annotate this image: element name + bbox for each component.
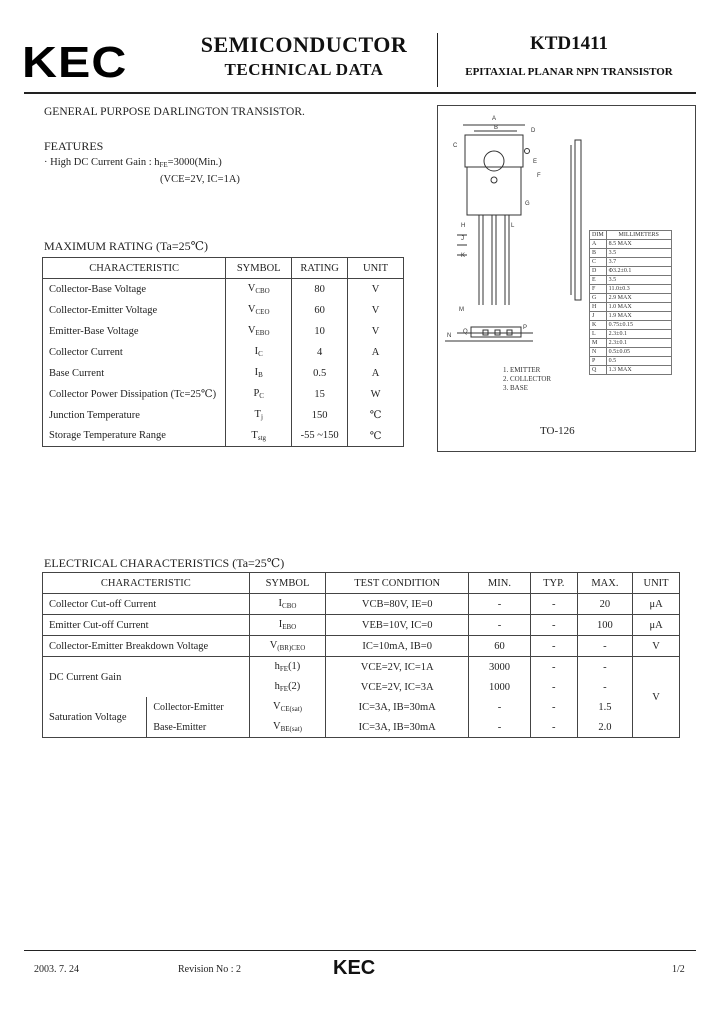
mr-char: Collector Power Dissipation (Tc=25℃) <box>43 384 226 405</box>
ec-typ: - <box>530 594 577 615</box>
header-divider <box>437 33 438 87</box>
part-description: EPITAXIAL PLANAR NPN TRANSISTOR <box>465 66 673 78</box>
ec-char: Collector-Emitter Breakdown Voltage <box>43 636 250 657</box>
footer-rule <box>24 950 696 951</box>
dimension-row <box>590 339 672 348</box>
table-row <box>43 697 680 717</box>
dimension-row <box>590 303 672 312</box>
ec-col-unit: UNIT <box>633 573 680 594</box>
sat-be-max: 2.0 <box>577 717 632 738</box>
dimension-row <box>590 258 672 267</box>
mr-symbol: $T_{stg}$ <box>226 426 292 447</box>
ec-col-max: MAX. <box>577 573 632 594</box>
ec-typ: - <box>530 636 577 657</box>
ec-char: Emitter Cut-off Current <box>43 615 250 636</box>
ec-min: 60 <box>469 636 531 657</box>
pin-3-label: 3. BASE <box>503 384 528 392</box>
dimension-row <box>590 276 672 285</box>
mr-symbol: $I_C$ <box>226 342 292 363</box>
mr-unit: ℃ <box>348 405 404 426</box>
dc-gain-1-typ: - <box>530 657 577 678</box>
mr-unit: A <box>348 363 404 384</box>
document-title: GENERAL PURPOSE DARLINGTON TRANSISTOR. <box>44 106 305 118</box>
mr-char: Collector-Emitter Voltage <box>43 300 226 321</box>
col-unit: UNIT <box>348 258 404 279</box>
dim-letter: K <box>590 321 607 330</box>
dim-value: 11.0±0.3 <box>606 285 671 294</box>
ec-symbol: $I_{EBO}$ <box>249 615 326 636</box>
dim-value: 1.9 MAX <box>606 312 671 321</box>
dc-gain-1-min: 3000 <box>469 657 531 678</box>
saturation-label: Saturation Voltage <box>43 697 147 738</box>
dim-value: 1.3 MAX <box>606 366 671 375</box>
dim-value: 2.3±0.1 <box>606 330 671 339</box>
svg-text:F: F <box>537 173 541 179</box>
dim-value: 1.0 MAX <box>606 303 671 312</box>
dc-gain-1-symbol: $h_{FE}(1)$ <box>249 657 326 678</box>
mr-rating: 4 <box>292 342 348 363</box>
feature-line-1: · High DC Current Gain : $h_{FE}=3000(Min.)$ <box>44 157 222 169</box>
ec-col-typ: TYP. <box>530 573 577 594</box>
svg-text:E: E <box>533 159 538 165</box>
mr-char: Emitter-Base Voltage <box>43 321 226 342</box>
header-rule <box>24 92 696 94</box>
col-characteristic: CHARACTERISTIC <box>43 258 226 279</box>
table-row <box>43 594 680 615</box>
dim-value: 8.5 MAX <box>606 240 671 249</box>
dimension-row <box>590 285 672 294</box>
table-row <box>43 384 404 405</box>
ec-col-min: MIN. <box>469 573 531 594</box>
ec-unit: V <box>633 636 680 657</box>
ec-condition: VEB=10V, IC=0 <box>326 615 469 636</box>
dimension-row <box>590 240 672 249</box>
table-row <box>43 279 404 300</box>
sat-be-min: - <box>469 717 531 738</box>
dim-value: Φ3.2±0.1 <box>606 267 671 276</box>
dc-gain-2-condition: VCE=2V, IC=3A <box>326 677 469 697</box>
pin-1-label: 1. EMITTER <box>503 366 541 374</box>
mr-symbol: $I_B$ <box>226 363 292 384</box>
dimension-row <box>590 321 672 330</box>
dimension-row <box>590 330 672 339</box>
sat-ce-min: - <box>469 697 531 717</box>
mr-symbol: $P_C$ <box>226 384 292 405</box>
dim-col-mm: MILLIMETERS <box>606 231 671 240</box>
dim-value: 3.7 <box>606 258 671 267</box>
ec-max: 20 <box>577 594 632 615</box>
pin-2-label: 2. COLLECTOR <box>503 375 552 383</box>
dim-letter: N <box>590 348 607 357</box>
dim-col-dim: DIM <box>590 231 607 240</box>
dim-letter: L <box>590 330 607 339</box>
dim-letter: B <box>590 249 607 258</box>
footer-logo: KEC <box>333 957 376 979</box>
ec-max: - <box>577 636 632 657</box>
max-rating-heading: MAXIMUM RATING (Ta=25℃) <box>44 239 209 253</box>
mr-char: Storage Temperature Range <box>43 426 226 447</box>
mr-rating: 60 <box>292 300 348 321</box>
sat-ce-condition: IC=3A, IB=30mA <box>326 697 469 717</box>
footer-page: 1/2 <box>672 964 685 975</box>
dim-letter: J <box>590 312 607 321</box>
ec-condition: VCB=80V, IE=0 <box>326 594 469 615</box>
kec-logo: KEC <box>22 38 128 87</box>
dimension-header-row <box>590 231 672 240</box>
mr-rating: 150 <box>292 405 348 426</box>
svg-text:P: P <box>523 325 528 331</box>
sat-be-typ: - <box>530 717 577 738</box>
ec-char: Collector Cut-off Current <box>43 594 250 615</box>
dim-value: 0.5 <box>606 357 671 366</box>
dc-gain-2-min: 1000 <box>469 677 531 697</box>
table-row <box>43 321 404 342</box>
dim-letter: M <box>590 339 607 348</box>
mr-char: Base Current <box>43 363 226 384</box>
ec-unit: μA <box>633 594 680 615</box>
dim-letter: G <box>590 294 607 303</box>
table-row <box>43 636 680 657</box>
dimension-row <box>590 312 672 321</box>
dim-value: 2.9 MAX <box>606 294 671 303</box>
pin-legend <box>503 366 551 393</box>
package-name: TO-126 <box>540 425 575 437</box>
mr-unit: A <box>348 342 404 363</box>
dc-sat-unit: V <box>633 657 680 738</box>
col-symbol: SYMBOL <box>226 258 292 279</box>
dim-letter: H <box>590 303 607 312</box>
svg-text:C: C <box>453 143 458 149</box>
dc-gain-1-max: - <box>577 657 632 678</box>
ec-typ: - <box>530 615 577 636</box>
dimension-row <box>590 357 672 366</box>
mr-rating: -55 ~150 <box>292 426 348 447</box>
electrical-table <box>42 572 680 738</box>
ec-col-symbol: SYMBOL <box>249 573 326 594</box>
sat-ce-label: Collector-Emitter <box>147 697 249 717</box>
dc-gain-2-typ: - <box>530 677 577 697</box>
mr-unit: V <box>348 279 404 300</box>
mr-unit: W <box>348 384 404 405</box>
max-rating-table <box>42 257 404 447</box>
sat-ce-max: 1.5 <box>577 697 632 717</box>
electrical-header-row <box>43 573 680 594</box>
ec-min: - <box>469 594 531 615</box>
dim-letter: E <box>590 276 607 285</box>
table-row <box>43 426 404 447</box>
table-row <box>43 405 404 426</box>
sat-be-symbol: $V_{BE(sat)}$ <box>249 717 326 738</box>
mr-rating: 15 <box>292 384 348 405</box>
dim-value: 0.75±0.15 <box>606 321 671 330</box>
mr-symbol: $T_j$ <box>226 405 292 426</box>
dc-gain-2-symbol: $h_{FE}(2)$ <box>249 677 326 697</box>
dimension-row <box>590 267 672 276</box>
dimension-row <box>590 294 672 303</box>
mr-unit: V <box>348 300 404 321</box>
dim-letter: P <box>590 357 607 366</box>
svg-text:L: L <box>511 223 515 229</box>
dim-value: 3.5 <box>606 276 671 285</box>
svg-text:H: H <box>461 223 466 229</box>
sat-be-label: Base-Emitter <box>147 717 249 738</box>
features-heading: FEATURES <box>44 139 104 153</box>
part-number: KTD1411 <box>529 33 609 54</box>
max-rating-header-row <box>43 258 404 279</box>
dc-gain-1-condition: VCE=2V, IC=1A <box>326 657 469 678</box>
svg-text:D: D <box>531 128 536 134</box>
dimension-row <box>590 348 672 357</box>
mr-char: Junction Temperature <box>43 405 226 426</box>
mr-symbol: $V_{EBO}$ <box>226 321 292 342</box>
sat-ce-symbol: $V_{CE(sat)}$ <box>249 697 326 717</box>
dim-value: 2.3±0.1 <box>606 339 671 348</box>
dc-gain-label: DC Current Gain <box>43 657 250 698</box>
feature-line-2: (VCE=2V, IC=1A) <box>160 174 240 185</box>
dim-letter: C <box>590 258 607 267</box>
table-row <box>43 342 404 363</box>
mr-char: Collector-Base Voltage <box>43 279 226 300</box>
dc-gain-2-max: - <box>577 677 632 697</box>
mr-rating: 80 <box>292 279 348 300</box>
ec-symbol: $V_{(BR)CEO}$ <box>249 636 326 657</box>
sat-be-condition: IC=3A, IB=30mA <box>326 717 469 738</box>
footer-date: 2003. 7. 24 <box>34 964 79 975</box>
mr-unit: ℃ <box>348 426 404 447</box>
header-technical-data: TECHNICAL DATA <box>224 60 384 79</box>
ec-unit: μA <box>633 615 680 636</box>
ec-col-characteristic: CHARACTERISTIC <box>43 573 250 594</box>
ec-col-condition: TEST CONDITION <box>326 573 469 594</box>
ec-condition: IC=10mA, IB=0 <box>326 636 469 657</box>
ec-min: - <box>469 615 531 636</box>
svg-text:G: G <box>525 201 530 207</box>
dimension-row <box>590 366 672 375</box>
dim-letter: F <box>590 285 607 294</box>
sat-ce-typ: - <box>530 697 577 717</box>
dimension-table <box>589 230 672 375</box>
table-row <box>43 615 680 636</box>
ec-max: 100 <box>577 615 632 636</box>
ec-symbol: $I_{CBO}$ <box>249 594 326 615</box>
svg-text:K: K <box>461 253 466 259</box>
dim-value: 0.5±0.05 <box>606 348 671 357</box>
svg-text:M: M <box>459 307 464 313</box>
dim-value: 3.5 <box>606 249 671 258</box>
svg-text:A: A <box>492 116 497 122</box>
header-semiconductor: SEMICONDUCTOR <box>200 32 408 57</box>
mr-symbol: $V_{CBO}$ <box>226 279 292 300</box>
dimension-row <box>590 249 672 258</box>
dim-letter: A <box>590 240 607 249</box>
dim-letter: D <box>590 267 607 276</box>
mr-rating: 10 <box>292 321 348 342</box>
mr-symbol: $V_{CEO}$ <box>226 300 292 321</box>
table-row <box>43 363 404 384</box>
svg-text:J: J <box>461 236 464 242</box>
table-row <box>43 657 680 678</box>
col-rating: RATING <box>292 258 348 279</box>
mr-char: Collector Current <box>43 342 226 363</box>
footer-revision: Revision No : 2 <box>178 964 242 975</box>
dim-letter: Q <box>590 366 607 375</box>
svg-text:B: B <box>494 125 499 131</box>
mr-unit: V <box>348 321 404 342</box>
svg-text:Q: Q <box>463 329 468 335</box>
mr-rating: 0.5 <box>292 363 348 384</box>
table-row <box>43 300 404 321</box>
electrical-heading: ELECTRICAL CHARACTERISTICS (Ta=25℃) <box>44 556 285 570</box>
package-outline-drawing <box>437 105 587 445</box>
svg-text:N: N <box>447 333 452 339</box>
